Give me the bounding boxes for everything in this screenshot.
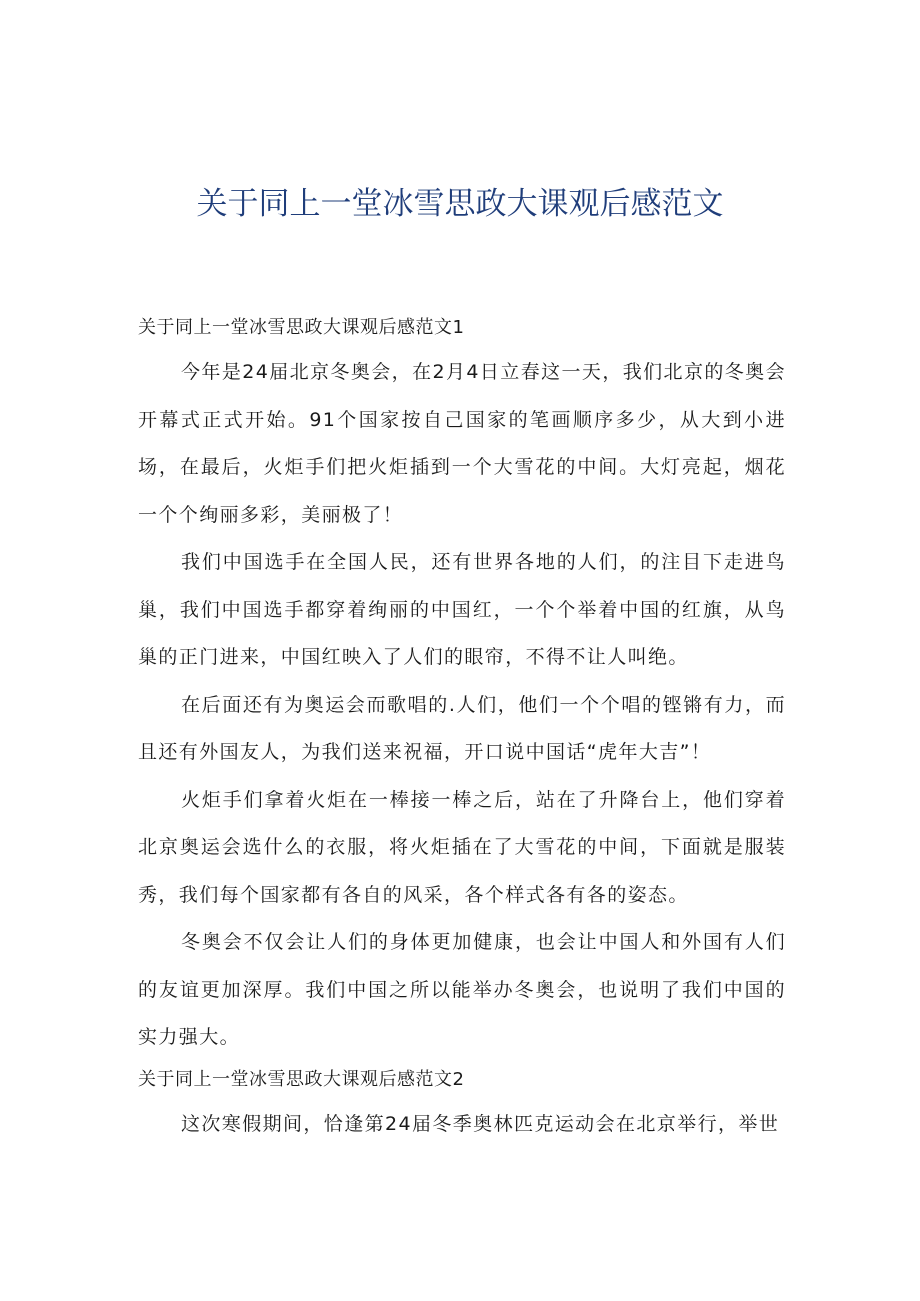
paragraph: 这次寒假期间，恰逢第24届冬季奥林匹克运动会在北京举行，举世	[181, 1112, 780, 1135]
paragraph: 今年是24届北京冬奥会，在2月4日立春这一天，我们北京的冬奥会开幕式正式开始。91个国家按自己国家的笔画顺序多少，从大到小进场，在最后，火炬手们把火炬插到一个大雪花的中间。大灯亮起，烟花一个个绚丽多彩，美丽极了！	[138, 361, 786, 526]
paragraph: 在后面还有为奥运会而歌唱的.人们，他们一个个唱的铿锵有力，而且还有外国友人，为我们送来祝福，开口说中国话“虎年大吉”！	[138, 693, 786, 763]
paragraph: 火炬手们拿着火炬在一棒接一棒之后，站在了升降台上，他们穿着北京奥运会选什么的衣服，将火炬插在了大雪花的中间，下面就是服装秀，我们每个国家都有各自的风采，各个样式各有各的姿态。	[138, 788, 786, 906]
section-heading-1: 关于同上一堂冰雪思政大课观后感范文1	[138, 317, 465, 338]
document-title: 关于同上一堂冰雪思政大课观后感范文	[196, 185, 724, 222]
paragraph: 冬奥会不仅会让人们的身体更加健康，也会让中国人和外国有人们的友谊更加深厚。我们中国之所以能举办冬奥会，也说明了我们中国的实力强大。	[138, 931, 786, 1048]
section-heading-2: 关于同上一堂冰雪思政大课观后感范文2	[138, 1068, 465, 1090]
document-body	[138, 310, 786, 1148]
paragraph: 我们中国选手在全国人民，还有世界各地的人们，的注目下走进鸟巢，我们中国选手都穿着绚丽的中国红，一个个举着中国的红旗，从鸟巢的正门进来，中国红映入了人们的眼帘，不得不让人叫绝。	[138, 551, 786, 668]
